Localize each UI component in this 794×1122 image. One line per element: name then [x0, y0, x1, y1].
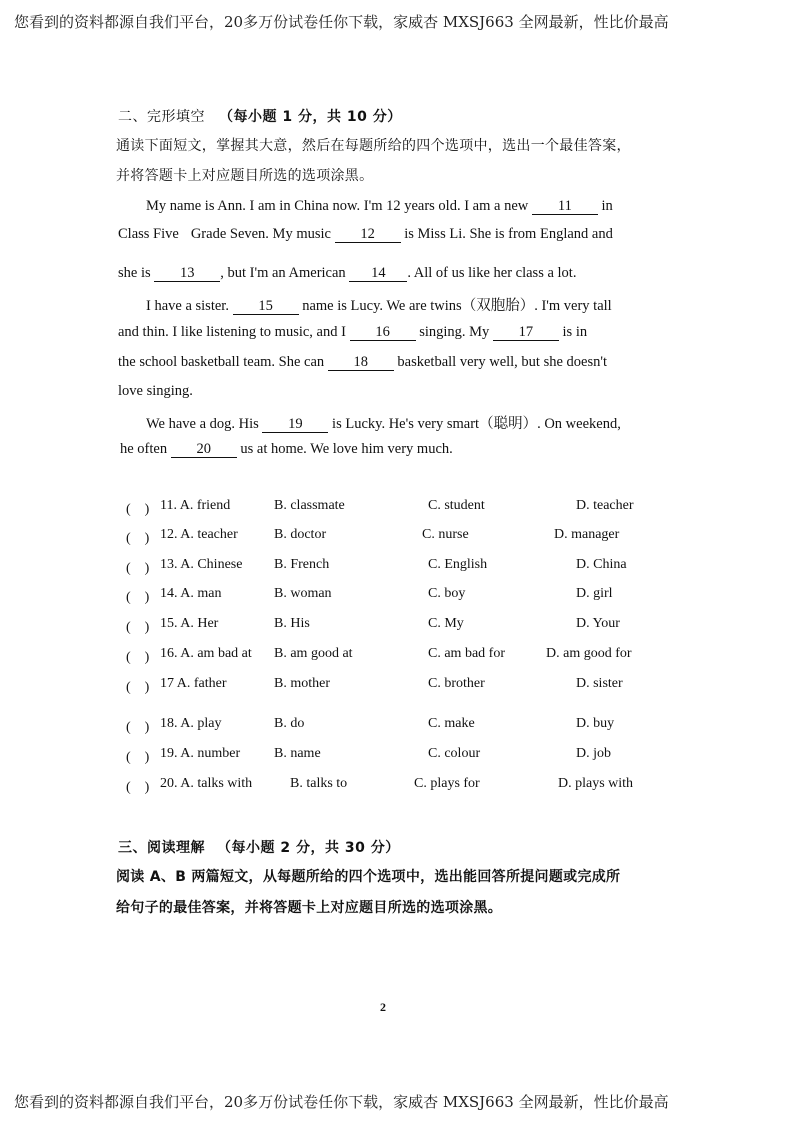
option-c: C. boy: [428, 586, 466, 601]
passage-text: We have a dog. His: [146, 416, 259, 432]
passage-line-9: [120, 441, 453, 458]
question-row: [126, 746, 666, 768]
passage-text: basketball very well, but she doesn't: [397, 354, 608, 370]
option-c: C. nurse: [422, 527, 469, 542]
option-b: B. classmate: [274, 498, 345, 513]
option-d: D. Your: [576, 616, 620, 631]
page-number: 2: [380, 1000, 386, 1014]
question-row: [126, 498, 666, 520]
option-d: D. manager: [554, 527, 620, 542]
option-c: C. am bad for: [428, 646, 505, 661]
option-b: B. woman: [274, 586, 332, 601]
passage-text: he often: [120, 441, 168, 457]
passage-line-6: [118, 354, 607, 371]
passage-line-2: [118, 226, 613, 243]
passage-text: is in: [562, 324, 588, 340]
passage-text: Class Five: [118, 226, 179, 242]
passage-text: in: [601, 198, 613, 214]
passage-text: Grade Seven. My music: [190, 226, 331, 242]
passage-line-4: [146, 294, 612, 315]
option-d: D. buy: [576, 716, 615, 731]
answer-bracket[interactable]: ( ): [126, 780, 150, 795]
question-row: [126, 716, 666, 738]
answer-bracket[interactable]: ( ): [126, 531, 150, 546]
passage-text: name is Lucy. We are twins（双胞胎）. I'm very tall: [302, 298, 612, 314]
question-number-option-a: 19. A. number: [160, 746, 241, 761]
reading-instruction-2: 给句子的最佳答案，并将答题卡上对应题目所选的选项涂黑。: [116, 900, 503, 916]
option-b: B. His: [274, 616, 310, 631]
option-d: D. teacher: [576, 498, 634, 513]
passage-line-1: [146, 198, 613, 215]
option-b: B. name: [274, 746, 321, 761]
passage-text: she is: [118, 265, 151, 281]
option-c: C. My: [428, 616, 464, 631]
option-d: D. China: [576, 557, 627, 572]
blank-14: 14: [349, 266, 407, 282]
passage-text: and thin. I like listening to music, and I: [118, 324, 346, 340]
passage-line-7: love singing.: [118, 383, 193, 399]
passage-line-5: [118, 324, 587, 341]
cloze-instruction-2: 并将答题卡上对应题目所选的选项涂黑。: [116, 168, 374, 184]
watermark-banner-top: 您看到的资料都源自我们平台，20多万份试卷任你下载，家威杏 MXSJ663 全网最新，性比价最高: [14, 13, 669, 31]
passage-text: . All of us like her class a lot.: [407, 265, 577, 281]
reading-instruction-1: 阅读 A、B 两篇短文，从每题所给的四个选项中，选出能回答所提问题或完成所: [116, 869, 621, 885]
watermark-banner-bottom: 您看到的资料都源自我们平台，20多万份试卷任你下载，家威杏 MXSJ663 全网最新，性比价最高: [14, 1093, 669, 1111]
passage-text: is Miss Li. She is from England and: [404, 226, 613, 242]
answer-bracket[interactable]: ( ): [126, 650, 150, 665]
option-c: C. English: [428, 557, 488, 572]
question-number-option-a: 14. A. man: [160, 586, 222, 601]
question-row: [126, 557, 666, 579]
option-d: D. girl: [576, 586, 613, 601]
option-c: C. make: [428, 716, 475, 731]
question-row: [126, 776, 666, 798]
option-d: D. sister: [576, 676, 623, 691]
option-c: C. plays for: [414, 776, 480, 791]
option-b: B. talks to: [290, 776, 348, 791]
question-number-option-a: 20. A. talks with: [160, 776, 253, 791]
option-b: B. mother: [274, 676, 330, 691]
option-c: C. student: [428, 498, 485, 513]
blank-12: 12: [335, 227, 401, 243]
passage-line-3: [118, 265, 576, 282]
blank-18: 18: [328, 355, 394, 371]
cloze-section-title: [118, 106, 402, 126]
answer-bracket[interactable]: ( ): [126, 750, 150, 765]
question-number-option-a: 16. A. am bad at: [160, 646, 252, 661]
blank-20: 20: [171, 442, 237, 458]
option-b: B. doctor: [274, 527, 327, 542]
option-d: D. plays with: [558, 776, 634, 791]
option-b: B. French: [274, 557, 330, 572]
blank-15: 15: [233, 299, 299, 315]
blank-17: 17: [493, 325, 559, 341]
option-d: D. job: [576, 746, 611, 761]
passage-text: the school basketball team. She can: [118, 354, 325, 370]
option-d: D. am good for: [546, 646, 632, 661]
passage-text: us at home. We love him very much.: [240, 441, 453, 457]
option-c: C. brother: [428, 676, 485, 691]
option-b: B. am good at: [274, 646, 353, 661]
question-number-option-a: 11. A. friend: [160, 498, 231, 513]
answer-bracket[interactable]: ( ): [126, 680, 150, 695]
question-number-option-a: 17 A. father: [160, 676, 227, 691]
question-row: [126, 586, 666, 608]
option-b: B. do: [274, 716, 305, 731]
passage-line-8: [146, 412, 621, 433]
answer-bracket[interactable]: ( ): [126, 620, 150, 635]
question-number-option-a: 12. A. teacher: [160, 527, 238, 542]
question-number-option-a: 15. A. Her: [160, 616, 219, 631]
blank-19: 19: [262, 417, 328, 433]
cloze-instruction-1: 通读下面短文，掌握其大意，然后在每题所给的四个选项中，选出一个最佳答案，: [116, 138, 631, 154]
passage-text: , but I'm an American: [220, 265, 346, 281]
answer-bracket[interactable]: ( ): [126, 590, 150, 605]
cloze-title: 二、完形填空: [118, 109, 205, 125]
blank-11: 11: [532, 199, 598, 215]
blank-13: 13: [154, 266, 220, 282]
question-row: [126, 676, 666, 698]
cloze-score: （每小题 1 分，共 10 分）: [219, 109, 402, 125]
question-row: [126, 646, 666, 668]
answer-bracket[interactable]: ( ): [126, 502, 150, 517]
passage-text: singing. My: [419, 324, 490, 340]
question-row: [126, 616, 666, 638]
question-row: [126, 527, 666, 549]
reading-section-title: [118, 837, 400, 857]
reading-score: （每小题 2 分，共 30 分）: [217, 840, 400, 856]
blank-16: 16: [350, 325, 416, 341]
answer-bracket[interactable]: ( ): [126, 720, 150, 735]
question-number-option-a: 18. A. play: [160, 716, 222, 731]
reading-title: 三、阅读理解: [118, 840, 205, 856]
option-c: C. colour: [428, 746, 481, 761]
question-number-option-a: 13. A. Chinese: [160, 557, 243, 572]
passage-text: I have a sister.: [146, 298, 229, 314]
passage-text: My name is Ann. I am in China now. I'm 12 years old. I am a new: [146, 198, 529, 214]
passage-text: is Lucky. He's very smart（聪明）. On weekend,: [332, 416, 621, 432]
answer-bracket[interactable]: ( ): [126, 561, 150, 576]
